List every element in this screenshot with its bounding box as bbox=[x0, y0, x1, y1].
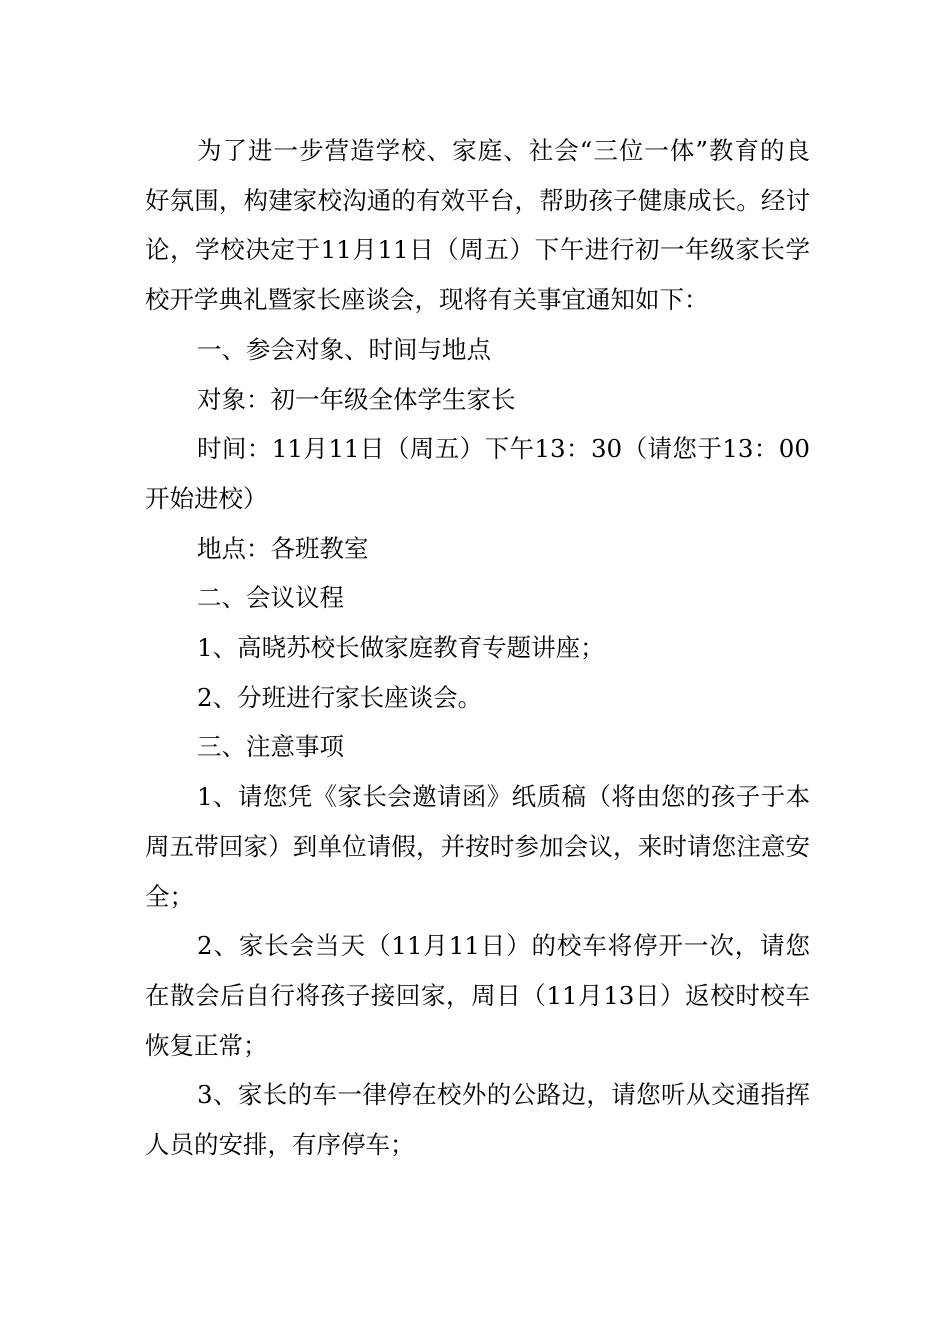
section-heading-notes: 三、注意事项 bbox=[197, 732, 344, 762]
section-heading-participants: 一、参会对象、时间与地点 bbox=[197, 334, 491, 364]
participants-line: 对象：初一年级全体学生家长 bbox=[197, 384, 516, 414]
section-heading-agenda: 二、会议议程 bbox=[197, 583, 344, 613]
agenda-item-2: 2、分班进行家长座谈会。 bbox=[197, 682, 483, 712]
location-line: 地点：各班教室 bbox=[197, 533, 369, 563]
document-body bbox=[145, 126, 810, 1170]
note-item-1: 1、请您凭《家长会邀请函》纸质稿（将由您的孩子于本周五带回家）到单位请假，并按时参加会议，来时请您注意安全； bbox=[145, 782, 810, 911]
intro-paragraph: 为了进一步营造学校、家庭、社会“三位一体”教育的良好氛围，构建家校沟通的有效平台，帮助孩子健康成长。经讨论，学校决定于11月11日（周五）下午进行初一年级家长学校开学典礼暨家长座谈会，现将有关事宜通知如下： bbox=[145, 136, 810, 315]
note-item-2: 2、家长会当天（11月11日）的校车将停开一次，请您在散会后自行将孩子接回家，周日（11月13日）返校时校车恢复正常； bbox=[145, 931, 810, 1060]
time-line: 时间：11月11日（周五）下午13：30（请您于13：00开始进校） bbox=[145, 434, 810, 513]
agenda-item-1: 1、高晓苏校长做家庭教育专题讲座； bbox=[197, 633, 605, 663]
note-item-3: 3、家长的车一律停在校外的公路边，请您听从交通指挥人员的安排，有序停车； bbox=[145, 1080, 810, 1160]
